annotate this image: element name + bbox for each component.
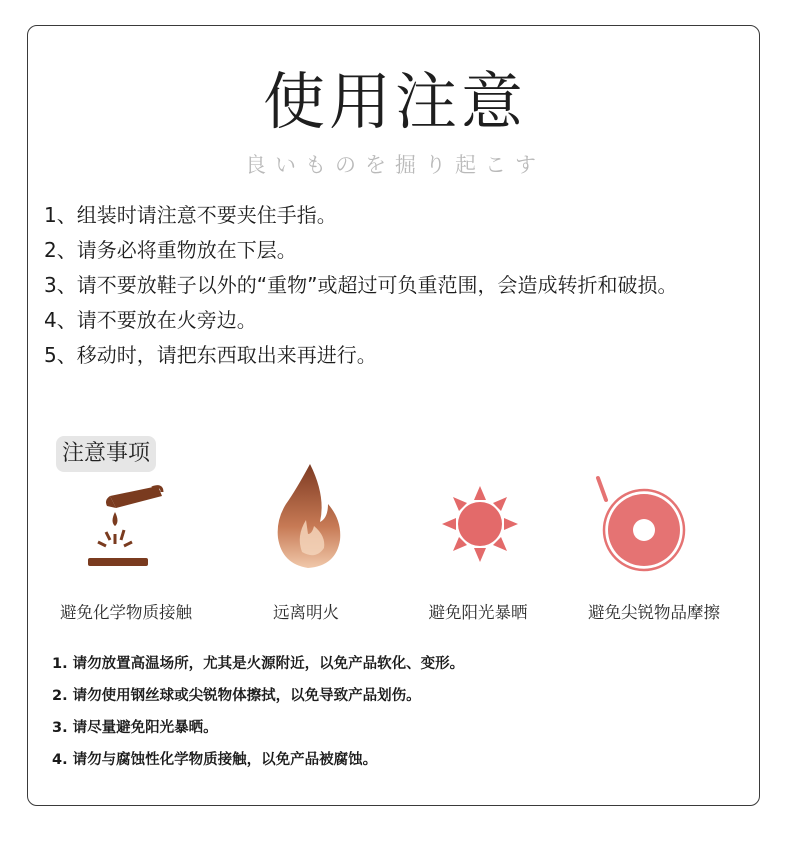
notes-list xyxy=(44,198,744,373)
chemical-pour-icon xyxy=(82,482,168,574)
section-badge: 注意事项 xyxy=(56,436,156,472)
sun-icon xyxy=(440,484,520,564)
caption-chemical: 避免化学物质接触 xyxy=(60,603,192,622)
caption-fire: 远离明火 xyxy=(273,603,339,622)
tip-item: 2. 请勿使用钢丝球或尖锐物体擦拭，以免导致产品划伤。 xyxy=(52,688,421,704)
tips-list xyxy=(52,648,464,776)
note-item: 5、移动时，请把东西取出来再进行。 xyxy=(44,343,377,367)
sharp-object-disc-icon xyxy=(592,474,690,574)
note-item: 3、请不要放鞋子以外的“重物”或超过可负重范围，会造成转折和破损。 xyxy=(44,273,678,297)
fire-icon xyxy=(266,460,348,572)
tip-item: 3. 请尽量避免阳光暴晒。 xyxy=(52,720,218,736)
note-item: 1、组装时请注意不要夹住手指。 xyxy=(44,203,337,227)
page-title: 使用注意 xyxy=(262,65,527,138)
note-item: 2、请务必将重物放在下层。 xyxy=(44,238,297,262)
note-item: 4、请不要放在火旁边。 xyxy=(44,308,257,332)
caption-sun: 避免阳光暴晒 xyxy=(428,603,528,622)
caption-sharp: 避免尖锐物品摩擦 xyxy=(588,603,720,622)
tip-item: 1. 请勿放置高温场所，尤其是火源附近，以免产品软化、变形。 xyxy=(52,656,465,672)
page-subtitle: 良いものを掘り起こす xyxy=(245,153,545,177)
tip-item: 4. 请勿与腐蚀性化学物质接触，以免产品被腐蚀。 xyxy=(52,752,378,768)
